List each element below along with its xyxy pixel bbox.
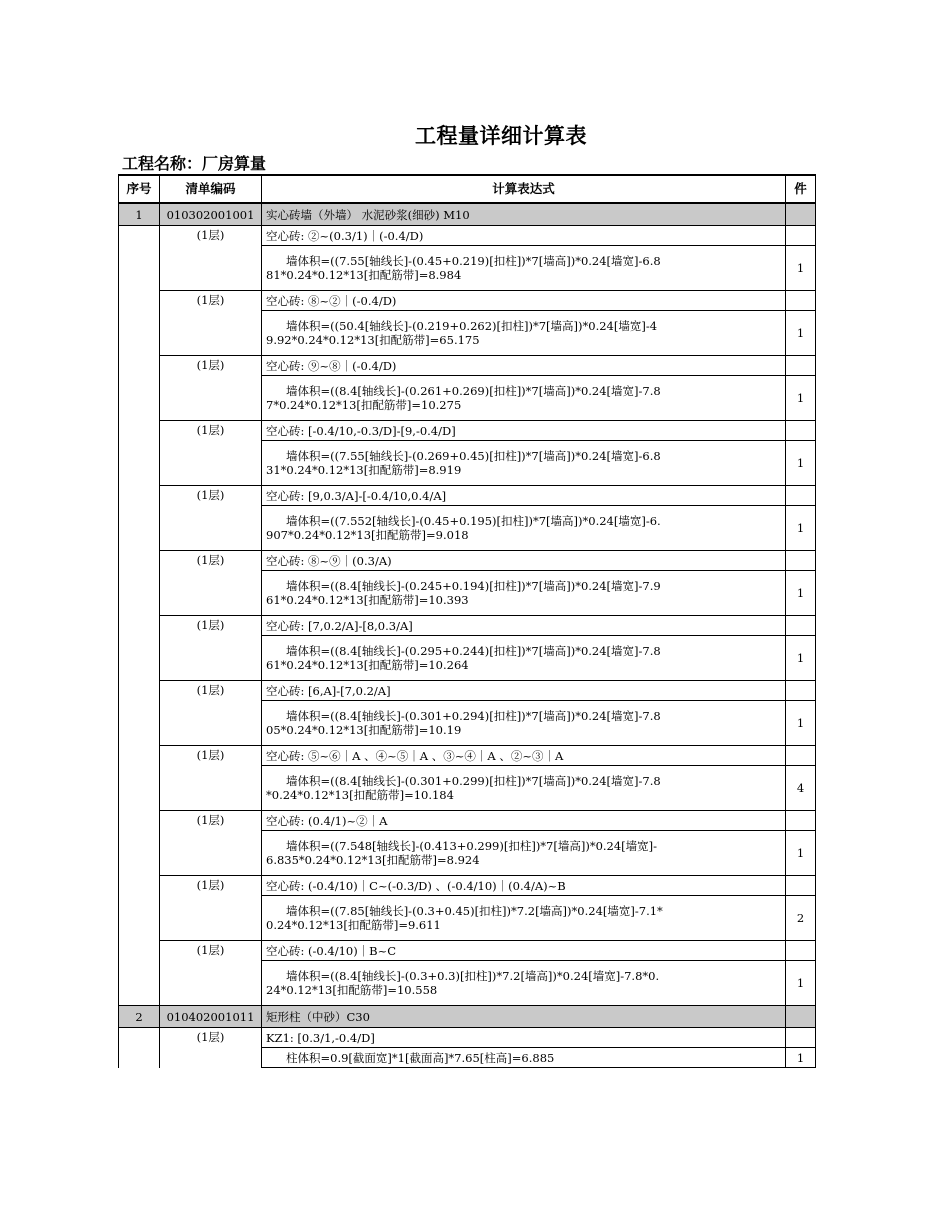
location-text: 空心砖: ⑨~⑧｜(-0.4/D) xyxy=(262,356,786,376)
location-qty-cell xyxy=(786,746,816,766)
quantity: 1 xyxy=(786,246,816,291)
formula-text: 墙体积=((50.4[轴线长]-(0.219+0.262)[扣柱])*7[墙高])*0.24[墙宽]-49.92*0.24*0.12*13[扣配筋带]=65.175 xyxy=(266,319,658,347)
location-text: 空心砖: ⑧~②｜(-0.4/D) xyxy=(262,291,786,311)
layer-cell: (1层) xyxy=(160,1028,262,1068)
location-row xyxy=(119,551,816,571)
formula-cell xyxy=(262,961,786,1006)
location-text: 空心砖: (-0.4/10)｜B~C xyxy=(262,941,786,961)
layer-cell: (1层) xyxy=(160,421,262,486)
location-qty-cell xyxy=(786,421,816,441)
location-qty-cell xyxy=(786,291,816,311)
table-body xyxy=(119,203,816,1068)
formula-text: 墙体积=((8.4[轴线长]-(0.295+0.244)[扣柱])*7[墙高])*0.24[墙宽]-7.861*0.24*0.12*13[扣配筋带]=10.264 xyxy=(266,644,661,672)
formula-cell xyxy=(262,831,786,876)
quantity: 1 xyxy=(786,506,816,551)
layer-cell: (1层) xyxy=(160,291,262,356)
quantity: 1 xyxy=(786,311,816,356)
item-name: 实心砖墙（外墙） 水泥砂浆(细砂) M10 xyxy=(262,203,786,226)
header-code: 清单编码 xyxy=(160,175,262,203)
quantity: 2 xyxy=(786,896,816,941)
location-text: KZ1: [0.3/1,-0.4/D] xyxy=(262,1028,786,1048)
formula-text: 墙体积=((7.55[轴线长]-(0.269+0.45)[扣柱])*7[墙高])*0.24[墙宽]-6.831*0.24*0.12*13[扣配筋带]=8.919 xyxy=(266,449,661,477)
formula-text: 墙体积=((8.4[轴线长]-(0.245+0.194)[扣柱])*7[墙高])*0.24[墙宽]-7.961*0.24*0.12*13[扣配筋带]=10.393 xyxy=(266,579,661,607)
location-row xyxy=(119,421,816,441)
formula-cell xyxy=(262,506,786,551)
location-qty-cell xyxy=(786,551,816,571)
formula-cell xyxy=(262,896,786,941)
location-row xyxy=(119,356,816,376)
quantity: 4 xyxy=(786,766,816,811)
quantity: 1 xyxy=(786,1048,816,1068)
header-seq: 序号 xyxy=(119,175,160,203)
item-code: 010302001001 xyxy=(160,203,262,226)
formula-cell xyxy=(262,571,786,616)
quantity: 1 xyxy=(786,376,816,421)
seq-blank-cell xyxy=(119,226,160,1006)
location-qty-cell xyxy=(786,356,816,376)
layer-cell: (1层) xyxy=(160,681,262,746)
location-row xyxy=(119,226,816,246)
formula-text: 墙体积=((7.55[轴线长]-(0.45+0.219)[扣柱])*7[墙高])*0.24[墙宽]-6.881*0.24*0.12*13[扣配筋带]=8.984 xyxy=(266,254,661,282)
location-text: 空心砖: ⑤~⑥｜A 、④~⑤｜A 、③~④｜A 、②~③｜A xyxy=(262,746,786,766)
calculation-table xyxy=(118,174,816,1068)
location-row xyxy=(119,941,816,961)
quantity: 1 xyxy=(786,701,816,746)
page-title: 工程量详细计算表 xyxy=(415,124,587,148)
formula-cell xyxy=(262,701,786,746)
project-name xyxy=(122,154,266,174)
location-qty-cell xyxy=(786,941,816,961)
layer-cell: (1层) xyxy=(160,876,262,941)
location-row xyxy=(119,746,816,766)
formula-cell xyxy=(262,311,786,356)
formula-cell xyxy=(262,766,786,811)
quantity: 1 xyxy=(786,441,816,486)
location-qty-cell xyxy=(786,811,816,831)
layer-cell: (1层) xyxy=(160,746,262,811)
location-row xyxy=(119,681,816,701)
layer-cell: (1层) xyxy=(160,551,262,616)
item-row xyxy=(119,203,816,226)
location-text: 空心砖: [9,0.3/A]-[-0.4/10,0.4/A] xyxy=(262,486,786,506)
layer-cell: (1层) xyxy=(160,226,262,291)
location-qty-cell xyxy=(786,876,816,896)
layer-cell: (1层) xyxy=(160,941,262,1006)
quantity: 1 xyxy=(786,961,816,1006)
formula-text: 墙体积=((7.552[轴线长]-(0.45+0.195)[扣柱])*7[墙高])*0.24[墙宽]-6.907*0.24*0.12*13[扣配筋带]=9.018 xyxy=(266,514,661,542)
location-text: 空心砖: ②~(0.3/1)｜(-0.4/D) xyxy=(262,226,786,246)
location-row xyxy=(119,616,816,636)
location-qty-cell xyxy=(786,1028,816,1048)
quantity: 1 xyxy=(786,571,816,616)
location-qty-cell xyxy=(786,616,816,636)
item-code: 010402001011 xyxy=(160,1006,262,1028)
location-text: 空心砖: ⑧~⑨｜(0.3/A) xyxy=(262,551,786,571)
location-qty-cell xyxy=(786,226,816,246)
formula-cell xyxy=(262,636,786,681)
location-text: 空心砖: [-0.4/10,-0.3/D]-[9,-0.4/D] xyxy=(262,421,786,441)
item-name: 矩形柱（中砂）C30 xyxy=(262,1006,786,1028)
layer-cell: (1层) xyxy=(160,616,262,681)
formula-text: 墙体积=((8.4[轴线长]-(0.301+0.294)[扣柱])*7[墙高])*0.24[墙宽]-7.805*0.24*0.12*13[扣配筋带]=10.19 xyxy=(266,709,661,737)
location-row xyxy=(119,1028,816,1048)
layer-cell: (1层) xyxy=(160,356,262,421)
layer-cell: (1层) xyxy=(160,486,262,551)
formula-text: 墙体积=((8.4[轴线长]-(0.301+0.299)[扣柱])*7[墙高])*0.24[墙宽]-7.8*0.24*0.12*13[扣配筋带]=10.184 xyxy=(266,774,661,802)
location-qty-cell xyxy=(786,486,816,506)
location-qty-cell xyxy=(786,681,816,701)
header-expr: 计算表达式 xyxy=(262,175,786,203)
quantity: 1 xyxy=(786,831,816,876)
formula-cell xyxy=(262,376,786,421)
formula-text: 墙体积=((8.4[轴线长]-(0.3+0.3)[扣柱])*7.2[墙高])*0.24[墙宽]-7.8*0.24*0.12*13[扣配筋带]=10.558 xyxy=(266,969,660,997)
location-row xyxy=(119,486,816,506)
seq-blank-cell xyxy=(119,1028,160,1068)
location-text: 空心砖: (0.4/1)~②｜A xyxy=(262,811,786,831)
location-text: 空心砖: [6,A]-[7,0.2/A] xyxy=(262,681,786,701)
formula-cell xyxy=(262,441,786,486)
layer-cell: (1层) xyxy=(160,811,262,876)
formula-text: 墙体积=((8.4[轴线长]-(0.261+0.269)[扣柱])*7[墙高])*0.24[墙宽]-7.87*0.24*0.12*13[扣配筋带]=10.275 xyxy=(266,384,661,412)
project-value: 厂房算量 xyxy=(202,154,267,173)
location-row xyxy=(119,811,816,831)
formula-text: 墙体积=((7.85[轴线长]-(0.3+0.45)[扣柱])*7.2[墙高])*0.24[墙宽]-7.1*0.24*0.12*13[扣配筋带]=9.611 xyxy=(266,904,663,932)
location-text: 空心砖: [7,0.2/A]-[8,0.3/A] xyxy=(262,616,786,636)
item-qty-cell xyxy=(786,203,816,226)
project-label: 工程名称： xyxy=(122,154,203,173)
formula-text: 柱体积=0.9[截面宽]*1[截面高]*7.65[柱高]=6.885 xyxy=(286,1050,555,1065)
header-row xyxy=(119,175,816,203)
header-qty: 件 xyxy=(786,175,816,203)
quantity: 1 xyxy=(786,636,816,681)
item-seq: 1 xyxy=(119,203,160,226)
location-row xyxy=(119,876,816,896)
location-text: 空心砖: (-0.4/10)｜C~(-0.3/D) 、(-0.4/10)｜(0.4/A)~B xyxy=(262,876,786,896)
location-row xyxy=(119,291,816,311)
formula-text: 墙体积=((7.548[轴线长]-(0.413+0.299)[扣柱])*7[墙高])*0.24[墙宽]-6.835*0.24*0.12*13[扣配筋带]=8.924 xyxy=(266,839,658,867)
formula-cell xyxy=(262,246,786,291)
formula-cell xyxy=(262,1048,786,1068)
item-seq: 2 xyxy=(119,1006,160,1028)
item-qty-cell xyxy=(786,1006,816,1028)
item-row xyxy=(119,1006,816,1028)
